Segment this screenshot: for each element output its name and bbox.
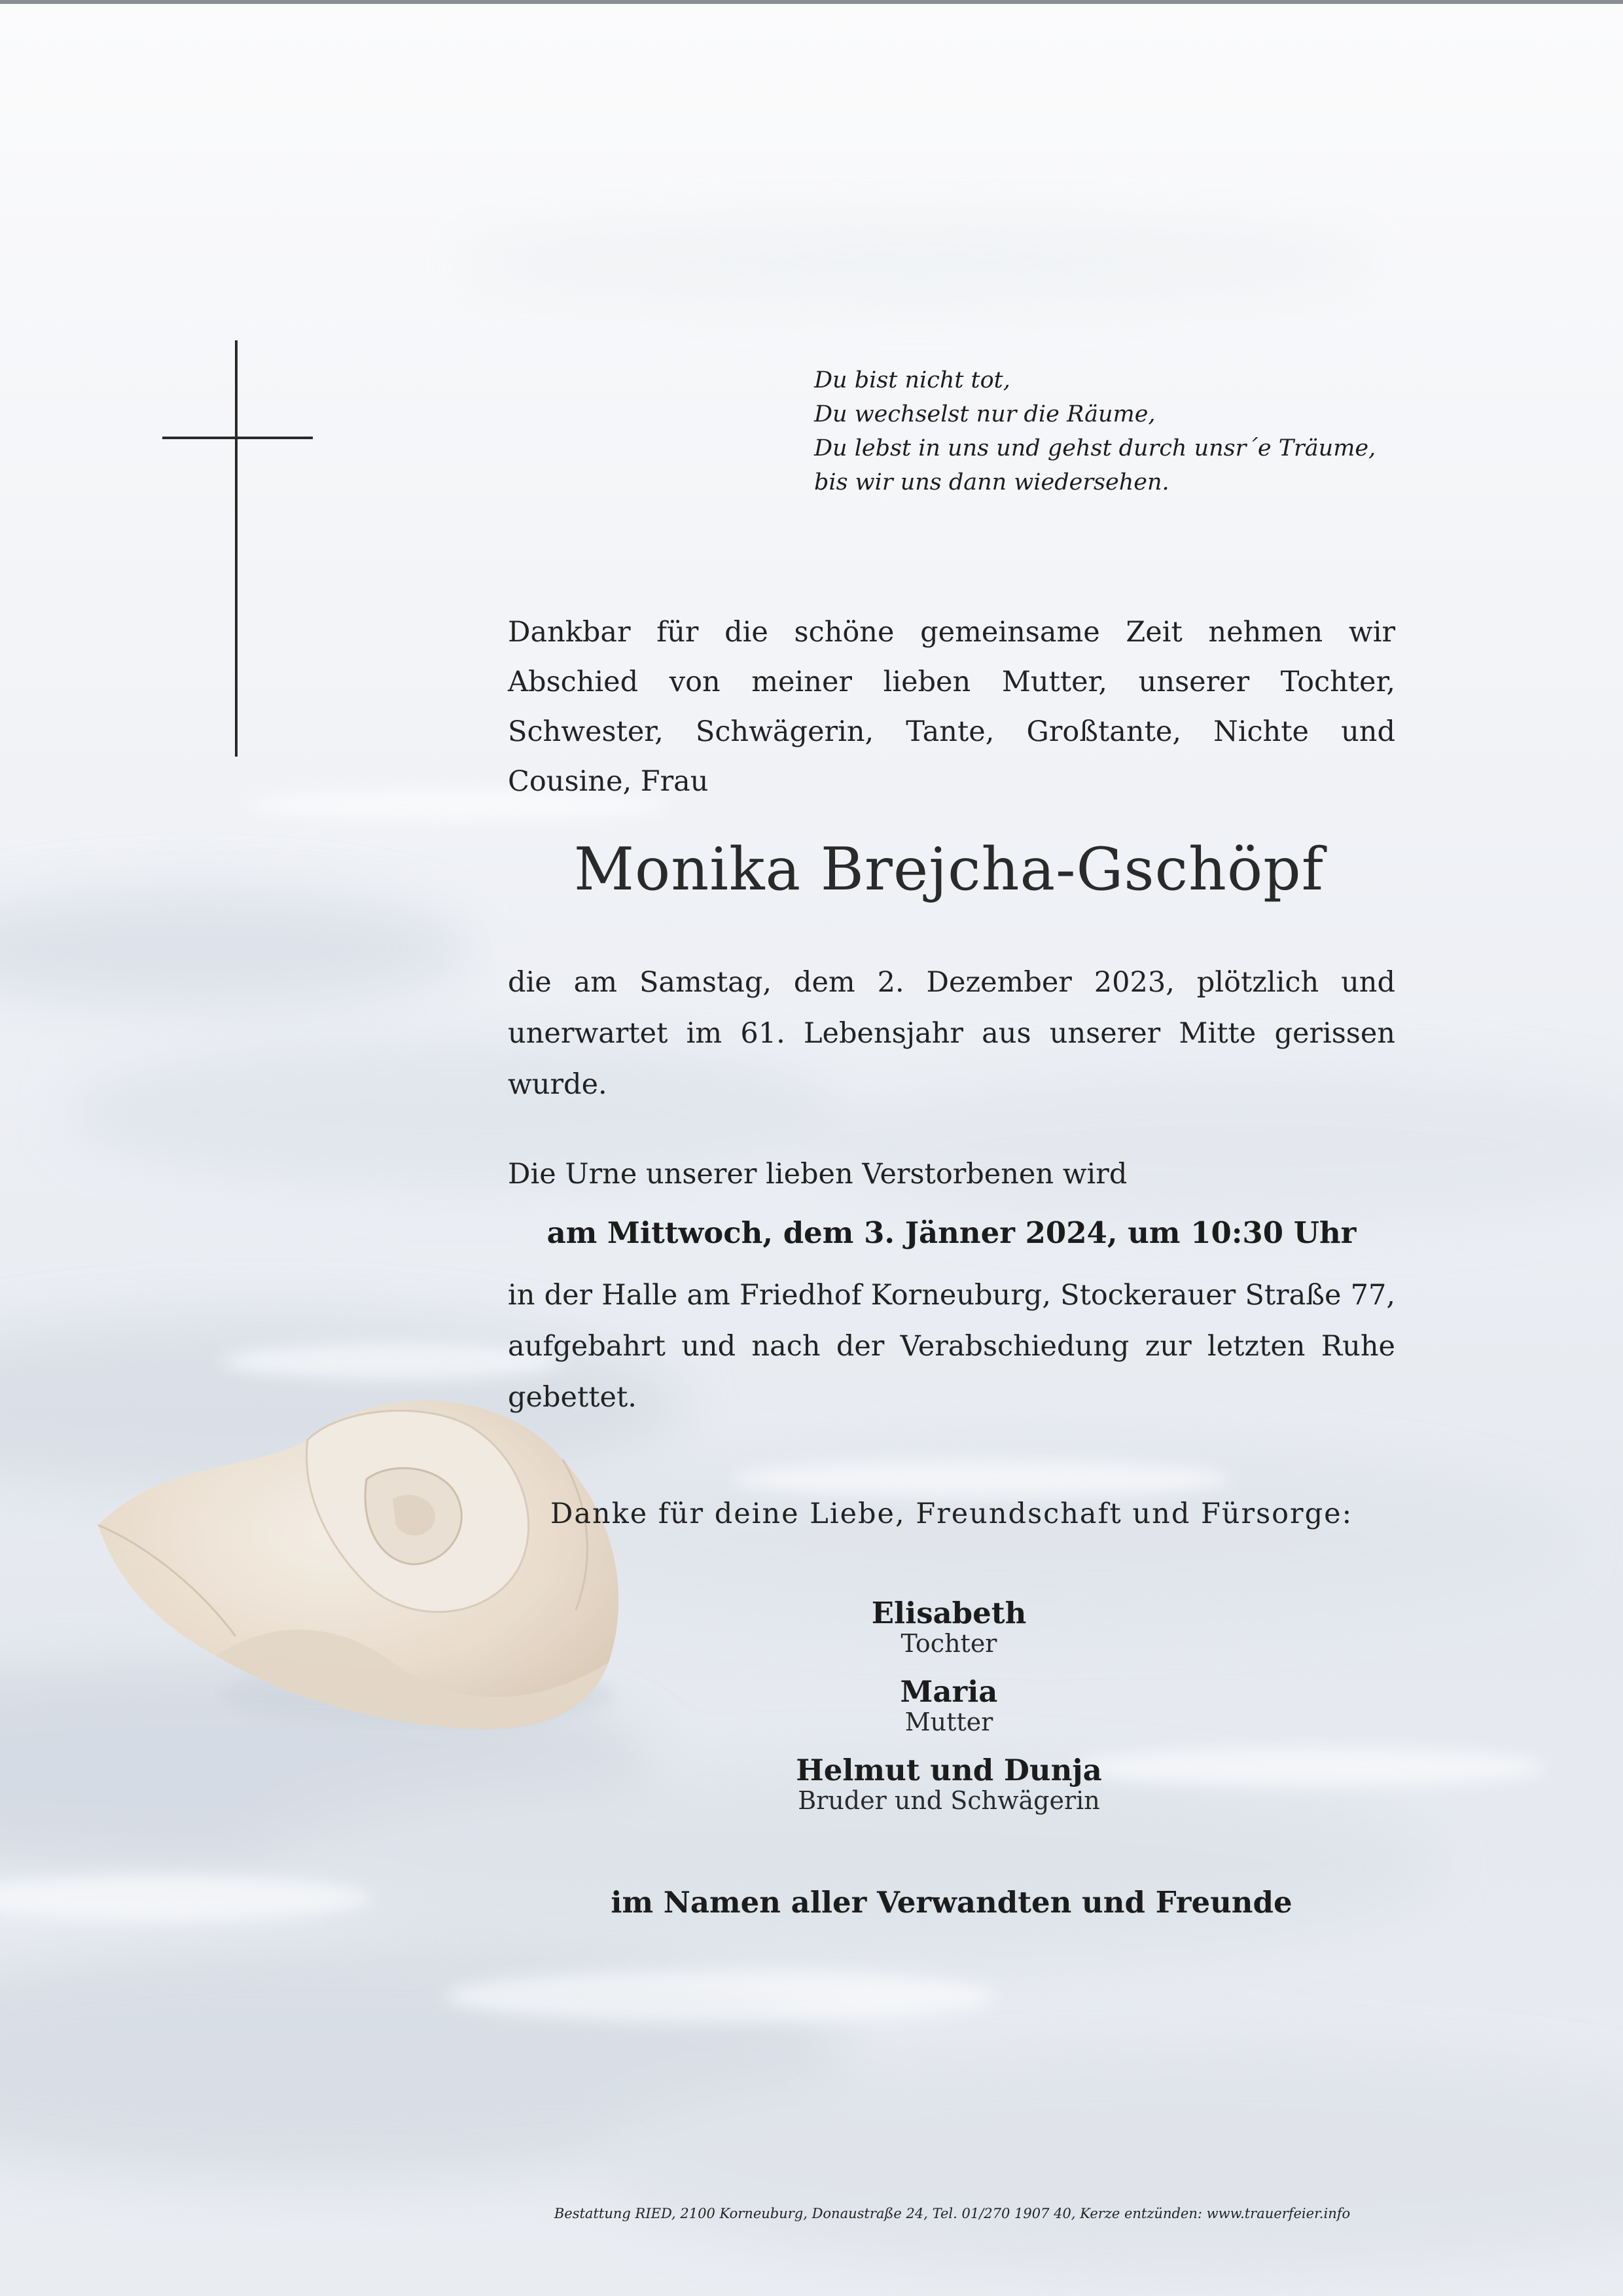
mourner-name: Elisabeth (871, 1596, 1027, 1630)
mourner-name: Helmut und Dunja (796, 1753, 1102, 1787)
mourner-entry (720, 1676, 1178, 1736)
mourner-entry (720, 1597, 1178, 1657)
death-notice-paragraph: die am Samstag, dem 2. Dezember 2023, plötzlich und unerwartet im 61. Lebensjahr aus unserer Mitte gerissen wurde. (508, 966, 1395, 1101)
mourner-relation: Tochter (901, 1629, 997, 1658)
footer-funeral-home: Bestattung RIED, 2100 Korneuburg, Donaustraße 24, Tel. 01/270 1907 40, Kerze entzünden: www.trauerfeier.info (554, 2206, 1351, 2221)
poem (814, 363, 1455, 499)
funeral-date-time: am Mittwoch, dem 3. Jänner 2024, um 10:30 Uhr (546, 1215, 1357, 1250)
mourner-entry (720, 1754, 1178, 1814)
mourner-relation: Mutter (904, 1708, 993, 1736)
mourner-relation: Bruder und Schwägerin (798, 1786, 1100, 1815)
intro-paragraph: Dankbar für die schöne gemeinsame Zeit nehmen wir Abschied von meiner lieben Mutter, unserer Tochter, Schwester, Schwägerin, Tante, Großtante, Nichte und Cousine, Frau (508, 616, 1395, 798)
poem-line: bis wir uns dann wiedersehen. (814, 469, 1169, 495)
cross-horizontal-bar (162, 437, 313, 439)
funeral-intro: Die Urne unserer lieben Verstorbenen wird (508, 1158, 1128, 1191)
deceased-name: Monika Brejcha-Gschöpf (573, 835, 1325, 904)
top-border (0, 0, 1623, 4)
funeral-location: in der Halle am Friedhof Korneuburg, Stockerauer Straße 77, aufgebahrt und nach der Verabschiedung zur letzten Ruhe gebettet. (508, 1279, 1395, 1414)
poem-line: Du lebst in uns und gehst durch unsr´e Träume, (814, 435, 1376, 461)
mourner-name: Maria (900, 1674, 998, 1709)
poem-line: Du wechselst nur die Räume, (814, 401, 1156, 427)
cross-vertical-bar (235, 340, 238, 757)
poem-line: Du bist nicht tot, (814, 367, 1010, 393)
closing-line: im Namen aller Verwandten und Freunde (611, 1885, 1293, 1920)
mourners-list (720, 1597, 1178, 1833)
thanks-line: Danke für deine Liebe, Freundschaft und Fürsorge: (550, 1498, 1353, 1530)
